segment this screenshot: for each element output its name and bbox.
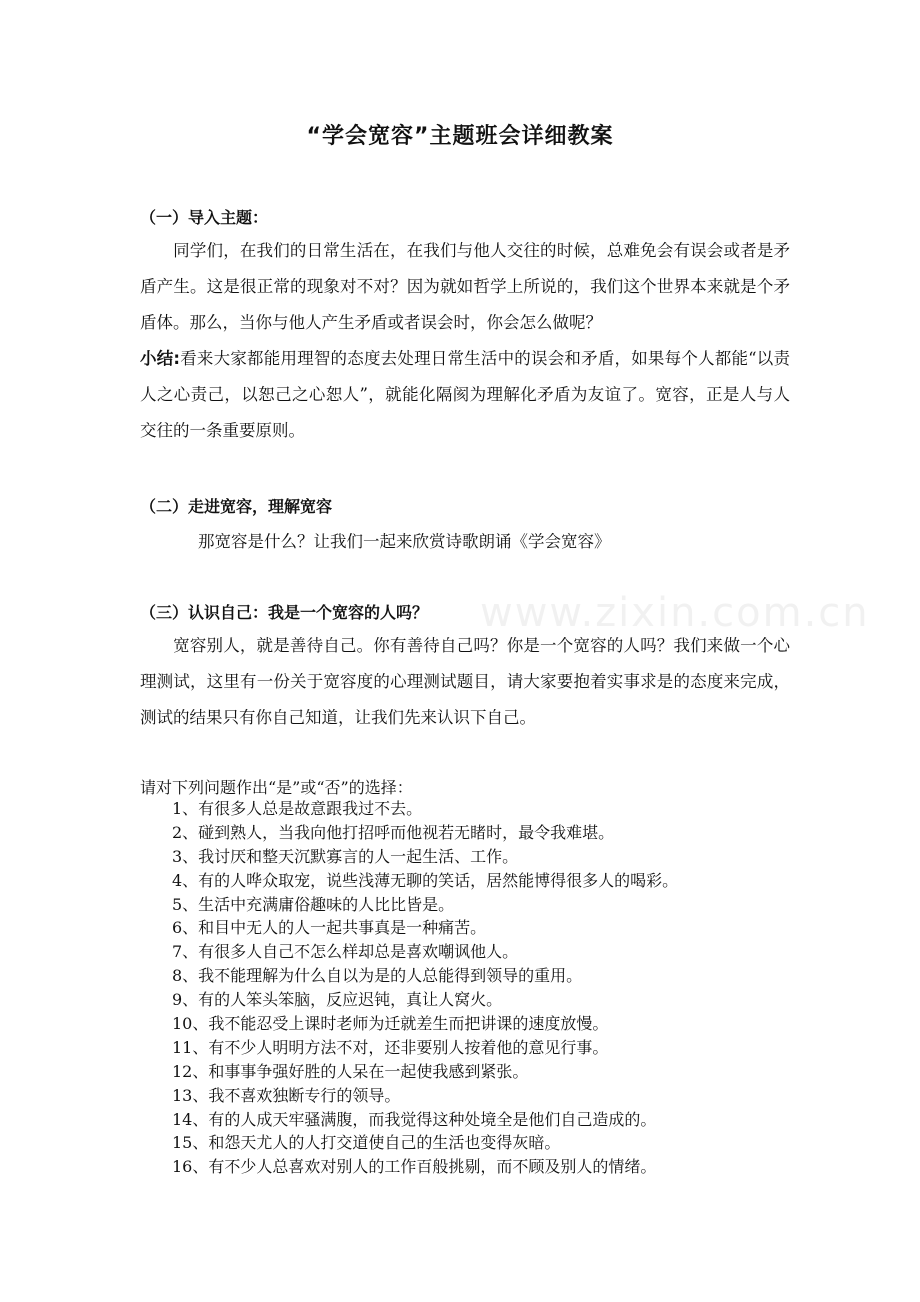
watermark: www.zixin.com.cn <box>480 590 870 636</box>
section-intro-paragraph <box>140 233 790 449</box>
page-title: “学会宽容”主题班会详细教案 <box>306 124 614 149</box>
question-item: 14、有的人成天牢骚满腹，而我觉得这种处境全是他们自己造成的。 <box>172 1109 657 1129</box>
question-item: 15、和怨天尤人的人打交道使自己的生活也变得灰暗。 <box>172 1133 561 1153</box>
question-item: 2、碰到熟人，当我向他打招呼而他视若无睹时，最令我难堪。 <box>172 822 615 842</box>
question-item: 5、生活中充满庸俗趣味的人比比皆是。 <box>172 894 455 914</box>
question-item: 3、我讨厌和整天沉默寡言的人一起生活、工作。 <box>172 846 519 866</box>
section-heading-intro: （一）导入主题： <box>140 208 269 227</box>
question-item: 12、和事事争强好胜的人呆在一起使我感到紧张。 <box>172 1061 529 1081</box>
question-item: 10、我不能忍受上课时老师为迁就差生而把讲课的速度放慢。 <box>172 1014 609 1034</box>
question-item: 11、有不少人明明方法不对，还非要别人按着他的意见行事。 <box>172 1037 609 1057</box>
question-item: 16、有不少人总喜欢对别人的工作百般挑剔，而不顾及别人的情绪。 <box>172 1157 657 1177</box>
question-item: 7、有很多人自己不怎么样却总是喜欢嘲讽他人。 <box>172 942 519 962</box>
self-text: 宽容别人，就是善待自己。你有善待自己吗？你是一个宽容的人吗？我们来做一个心理测试，这里有一份关于宽容度的心理测试题目，请大家要抱着实事求是的态度来完成，测试的结果只有你自己知道，让我们先来认识下自己。 <box>140 636 790 727</box>
question-item: 8、我不能理解为什么自以为是的人总能得到领导的重用。 <box>172 966 583 986</box>
summary-label: 小结: <box>140 349 181 368</box>
section-heading-self: （三）认识自己：我是一个宽容的人吗？ <box>140 603 429 622</box>
question-item: 6、和目中无人的人一起共事真是一种痛苦。 <box>172 918 487 938</box>
question-item: 1、有很多人总是故意跟我过不去。 <box>172 799 423 818</box>
question-list <box>172 797 678 1179</box>
question-item: 4、有的人哗众取宠，说些浅薄无聊的笑话，居然能博得很多人的喝彩。 <box>172 870 679 890</box>
question-item: 9、有的人笨头笨脑，反应迟钝，真让人窝火。 <box>172 990 503 1010</box>
intro-text: 同学们，在我们的日常生活在，在我们与他人交往的时候，总难免会有误会或者是矛盾产生。这是很正常的现象对不对？因为就如哲学上所说的，我们这个世界本来就是个矛盾体。那么，当你与他人产生矛盾或者误会时，你会怎么做呢？ <box>140 241 790 332</box>
poem-intro-line: 那宽容是什么？让我们一起来欣赏诗歌朗诵《学会宽容》 <box>198 532 611 551</box>
section-self-paragraph <box>140 628 790 736</box>
summary-text: 看来大家都能用理智的态度去处理日常生活中的误会和矛盾，如果每个人都能“以责人之心责己，以恕己之心恕人”，就能化隔阂为理解化矛盾为友谊了。宽容，正是人与人交往的一条重要原则。 <box>140 349 790 440</box>
question-item: 13、我不喜欢独断专行的领导。 <box>172 1085 401 1105</box>
section-heading-understand: （二）走进宽容，理解宽容 <box>140 497 333 516</box>
quiz-prompt: 请对下列问题作出“是”或“否”的选择： <box>140 778 413 797</box>
